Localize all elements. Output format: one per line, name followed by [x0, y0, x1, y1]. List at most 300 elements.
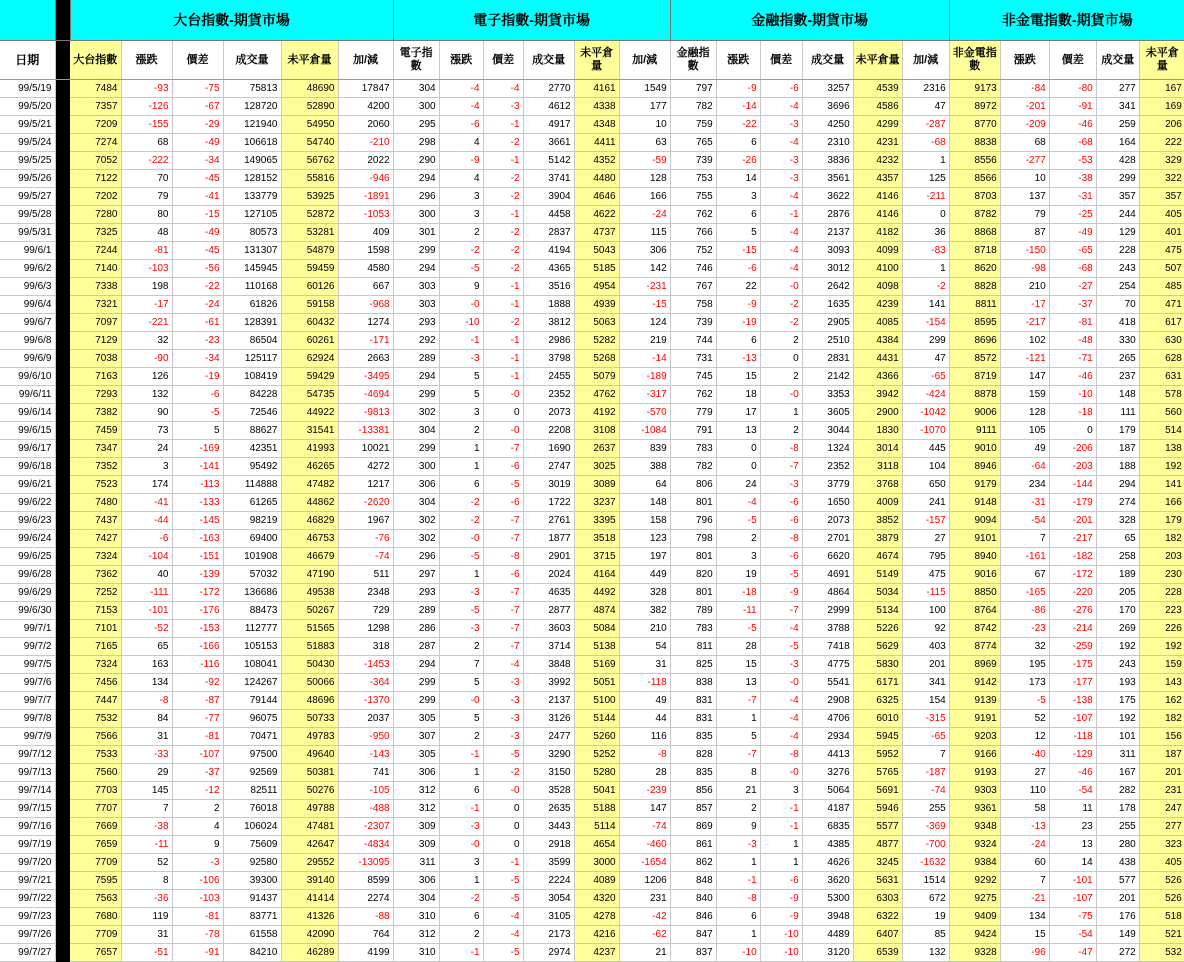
data-cell[interactable]: -1 [760, 818, 802, 836]
data-cell[interactable]: -157 [902, 512, 949, 530]
data-cell[interactable]: -2 [483, 314, 523, 332]
data-cell[interactable]: 132 [902, 944, 949, 962]
data-cell[interactable]: 299 [393, 386, 439, 404]
data-cell[interactable]: 4237 [574, 944, 619, 962]
column-header[interactable]: 價差 [760, 41, 802, 80]
data-cell[interactable]: 2352 [802, 458, 853, 476]
data-cell[interactable]: -22 [172, 278, 223, 296]
group-header-non-fin-elec[interactable]: 非金電指數-期貨市場 [949, 0, 1184, 41]
data-cell[interactable]: 8868 [949, 224, 1000, 242]
date-cell[interactable]: 99/6/10 [0, 368, 55, 386]
data-cell[interactable]: 4939 [574, 296, 619, 314]
data-cell[interactable]: -7 [760, 602, 802, 620]
data-cell[interactable]: -150 [1000, 242, 1049, 260]
data-cell[interactable]: 7321 [70, 296, 121, 314]
data-cell[interactable]: -1 [760, 206, 802, 224]
data-cell[interactable]: 24 [121, 440, 172, 458]
data-cell[interactable]: 7659 [70, 836, 121, 854]
data-cell[interactable]: 167 [1096, 764, 1139, 782]
data-cell[interactable]: -8 [716, 890, 760, 908]
data-cell[interactable]: -12 [172, 782, 223, 800]
data-cell[interactable]: 29 [121, 764, 172, 782]
data-cell[interactable]: -5 [483, 746, 523, 764]
data-cell[interactable]: 4 [439, 170, 483, 188]
data-cell[interactable]: 4192 [574, 404, 619, 422]
data-cell[interactable]: 23 [1049, 818, 1096, 836]
data-cell[interactable]: 9016 [949, 566, 1000, 584]
data-cell[interactable]: 5 [172, 422, 223, 440]
data-cell[interactable]: -2 [483, 188, 523, 206]
data-cell[interactable]: -29 [172, 116, 223, 134]
data-cell[interactable]: 289 [393, 350, 439, 368]
data-cell[interactable]: 577 [1096, 872, 1139, 890]
data-cell[interactable]: 4348 [574, 116, 619, 134]
column-header[interactable]: 未平倉量 [1139, 41, 1184, 80]
data-cell[interactable]: -46 [1049, 368, 1096, 386]
data-cell[interactable]: 4366 [853, 368, 902, 386]
data-cell[interactable]: -176 [172, 602, 223, 620]
data-cell[interactable]: 767 [670, 278, 716, 296]
data-cell[interactable]: 294 [393, 656, 439, 674]
data-cell[interactable]: -0 [439, 296, 483, 314]
data-cell[interactable]: -48 [1049, 332, 1096, 350]
data-cell[interactable]: 9203 [949, 728, 1000, 746]
data-cell[interactable]: 526 [1139, 890, 1184, 908]
data-cell[interactable]: 5149 [853, 566, 902, 584]
data-cell[interactable]: 7 [902, 746, 949, 764]
data-cell[interactable]: 69400 [223, 530, 281, 548]
data-cell[interactable]: 115 [619, 224, 670, 242]
data-cell[interactable]: -14 [619, 350, 670, 368]
data-cell[interactable]: -2 [483, 764, 523, 782]
data-cell[interactable]: -1 [483, 206, 523, 224]
data-cell[interactable]: 405 [1139, 854, 1184, 872]
data-cell[interactable]: -0 [483, 782, 523, 800]
data-cell[interactable]: 192 [1096, 638, 1139, 656]
data-cell[interactable]: 8 [121, 872, 172, 890]
data-cell[interactable]: -4 [716, 494, 760, 512]
data-cell[interactable]: 192 [1096, 710, 1139, 728]
data-cell[interactable]: 7 [1000, 530, 1049, 548]
data-cell[interactable]: 97500 [223, 746, 281, 764]
data-cell[interactable]: 206 [1139, 116, 1184, 134]
data-cell[interactable]: -1891 [338, 188, 393, 206]
data-cell[interactable]: 6407 [853, 926, 902, 944]
data-cell[interactable]: 7680 [70, 908, 121, 926]
data-cell[interactable]: 54 [619, 638, 670, 656]
data-cell[interactable]: 47190 [281, 566, 338, 584]
data-cell[interactable]: -166 [172, 638, 223, 656]
data-cell[interactable]: 3879 [853, 530, 902, 548]
data-cell[interactable]: 304 [393, 422, 439, 440]
data-cell[interactable]: 44922 [281, 404, 338, 422]
data-cell[interactable]: -182 [1049, 548, 1096, 566]
data-cell[interactable]: -369 [902, 818, 949, 836]
data-cell[interactable]: 307 [393, 728, 439, 746]
data-cell[interactable]: -111 [121, 584, 172, 602]
data-cell[interactable]: -36 [121, 890, 172, 908]
data-cell[interactable]: 59429 [281, 368, 338, 386]
data-cell[interactable]: 2142 [802, 368, 853, 386]
data-cell[interactable]: -1 [439, 944, 483, 962]
data-cell[interactable]: 51565 [281, 620, 338, 638]
data-cell[interactable]: -81 [172, 908, 223, 926]
data-cell[interactable]: 3779 [802, 476, 853, 494]
data-cell[interactable]: 55816 [281, 170, 338, 188]
data-cell[interactable]: -0 [760, 674, 802, 692]
data-cell[interactable]: -68 [1049, 260, 1096, 278]
data-cell[interactable]: -1 [483, 278, 523, 296]
data-cell[interactable]: 4200 [338, 98, 393, 116]
data-cell[interactable]: 4580 [338, 260, 393, 278]
data-cell[interactable]: 15 [716, 656, 760, 674]
data-cell[interactable]: -10 [1049, 386, 1096, 404]
data-cell[interactable]: 9139 [949, 692, 1000, 710]
data-cell[interactable]: -3 [439, 584, 483, 602]
data-cell[interactable]: 2316 [902, 80, 949, 98]
data-cell[interactable]: 2901 [523, 548, 574, 566]
data-cell[interactable]: 296 [393, 548, 439, 566]
data-cell[interactable]: -239 [619, 782, 670, 800]
data-cell[interactable]: 2876 [802, 206, 853, 224]
data-cell[interactable]: 3014 [853, 440, 902, 458]
data-cell[interactable]: 58 [1000, 800, 1049, 818]
data-cell[interactable]: 388 [619, 458, 670, 476]
data-cell[interactable]: -64 [1000, 458, 1049, 476]
group-header-electronics[interactable]: 電子指數-期貨市場 [393, 0, 670, 41]
data-cell[interactable]: 2701 [802, 530, 853, 548]
data-cell[interactable]: -87 [172, 692, 223, 710]
data-cell[interactable]: 31541 [281, 422, 338, 440]
data-cell[interactable]: 46265 [281, 458, 338, 476]
data-cell[interactable]: 210 [619, 620, 670, 638]
data-cell[interactable]: 3257 [802, 80, 853, 98]
data-cell[interactable]: -6 [483, 566, 523, 584]
data-cell[interactable]: 2 [760, 368, 802, 386]
data-cell[interactable]: 9148 [949, 494, 1000, 512]
data-cell[interactable]: -946 [338, 170, 393, 188]
data-cell[interactable]: 310 [393, 944, 439, 962]
data-cell[interactable]: -47 [1049, 944, 1096, 962]
data-cell[interactable]: 147 [619, 800, 670, 818]
data-cell[interactable]: 8620 [949, 260, 1000, 278]
data-cell[interactable]: 2642 [802, 278, 853, 296]
column-header[interactable]: 價差 [483, 41, 523, 80]
data-cell[interactable]: 7484 [70, 80, 121, 98]
data-cell[interactable]: -4 [439, 80, 483, 98]
data-cell[interactable]: 231 [619, 890, 670, 908]
data-cell[interactable]: 210 [1000, 278, 1049, 296]
data-cell[interactable]: 3696 [802, 98, 853, 116]
date-cell[interactable]: 99/6/15 [0, 422, 55, 440]
column-header[interactable]: 未平倉量 [853, 41, 902, 80]
data-cell[interactable]: 15 [1000, 926, 1049, 944]
data-cell[interactable]: 5631 [853, 872, 902, 890]
data-cell[interactable]: 42090 [281, 926, 338, 944]
data-cell[interactable]: -3 [760, 152, 802, 170]
column-header[interactable]: 未平倉量 [281, 41, 338, 80]
data-cell[interactable]: 48690 [281, 80, 338, 98]
data-cell[interactable]: 811 [670, 638, 716, 656]
data-cell[interactable]: 1298 [338, 620, 393, 638]
data-cell[interactable]: -1 [483, 854, 523, 872]
data-cell[interactable]: 163 [121, 656, 172, 674]
data-cell[interactable]: -0 [483, 422, 523, 440]
data-cell[interactable]: 149065 [223, 152, 281, 170]
data-cell[interactable]: 3798 [523, 350, 574, 368]
data-cell[interactable]: -41 [121, 494, 172, 512]
data-cell[interactable]: -107 [1049, 710, 1096, 728]
data-cell[interactable]: 485 [1139, 278, 1184, 296]
data-cell[interactable]: 46829 [281, 512, 338, 530]
data-cell[interactable]: 2918 [523, 836, 574, 854]
data-cell[interactable]: 745 [670, 368, 716, 386]
data-cell[interactable]: -74 [619, 818, 670, 836]
data-cell[interactable]: 173 [1000, 674, 1049, 692]
data-cell[interactable]: 9101 [949, 530, 1000, 548]
data-cell[interactable]: 4622 [574, 206, 619, 224]
data-cell[interactable]: -113 [172, 476, 223, 494]
data-cell[interactable]: 10 [1000, 170, 1049, 188]
data-cell[interactable]: -315 [902, 710, 949, 728]
data-cell[interactable]: -4 [439, 98, 483, 116]
data-cell[interactable]: 3245 [853, 854, 902, 872]
data-cell[interactable]: -10 [716, 944, 760, 962]
data-cell[interactable]: 783 [670, 620, 716, 638]
data-cell[interactable]: 149 [1096, 926, 1139, 944]
data-cell[interactable]: 1 [716, 854, 760, 872]
data-cell[interactable]: 1514 [902, 872, 949, 890]
data-cell[interactable]: 85 [902, 926, 949, 944]
data-cell[interactable]: -8 [760, 530, 802, 548]
data-cell[interactable]: 179 [1139, 512, 1184, 530]
data-cell[interactable]: 3848 [523, 656, 574, 674]
data-cell[interactable]: 766 [670, 224, 716, 242]
data-cell[interactable]: 5 [439, 368, 483, 386]
data-cell[interactable]: 158 [619, 512, 670, 530]
data-cell[interactable]: 280 [1096, 836, 1139, 854]
data-cell[interactable]: 42351 [223, 440, 281, 458]
data-cell[interactable]: 1967 [338, 512, 393, 530]
data-cell[interactable]: 409 [338, 224, 393, 242]
date-cell[interactable]: 99/5/27 [0, 188, 55, 206]
data-cell[interactable]: -34 [172, 152, 223, 170]
data-cell[interactable]: -15 [619, 296, 670, 314]
data-cell[interactable]: -424 [902, 386, 949, 404]
data-cell[interactable]: 3108 [574, 422, 619, 440]
data-cell[interactable]: 2274 [338, 890, 393, 908]
group-header-taiex[interactable]: 大台指數-期貨市場 [70, 0, 393, 41]
data-cell[interactable]: -4 [760, 620, 802, 638]
data-cell[interactable]: -4834 [338, 836, 393, 854]
data-cell[interactable]: 4654 [574, 836, 619, 854]
data-cell[interactable]: 838 [670, 674, 716, 692]
data-cell[interactable]: 48 [121, 224, 172, 242]
data-cell[interactable]: 4338 [574, 98, 619, 116]
data-cell[interactable]: 825 [670, 656, 716, 674]
data-cell[interactable]: 1549 [619, 80, 670, 98]
data-cell[interactable]: 203 [1139, 548, 1184, 566]
data-cell[interactable]: 1888 [523, 296, 574, 314]
date-cell[interactable]: 99/6/23 [0, 512, 55, 530]
data-cell[interactable]: 862 [670, 854, 716, 872]
data-cell[interactable]: -4 [760, 710, 802, 728]
data-cell[interactable]: 617 [1139, 314, 1184, 332]
data-cell[interactable]: 6171 [853, 674, 902, 692]
data-cell[interactable]: 7566 [70, 728, 121, 746]
data-cell[interactable]: 3948 [802, 908, 853, 926]
data-cell[interactable]: 50430 [281, 656, 338, 674]
data-cell[interactable]: 11 [1049, 800, 1096, 818]
data-cell[interactable]: 4586 [853, 98, 902, 116]
data-cell[interactable]: 840 [670, 890, 716, 908]
data-cell[interactable]: 0 [483, 836, 523, 854]
date-cell[interactable]: 99/5/19 [0, 80, 55, 98]
data-cell[interactable]: -4694 [338, 386, 393, 404]
data-cell[interactable]: 292 [393, 332, 439, 350]
column-header[interactable]: 成交量 [802, 41, 853, 80]
data-cell[interactable]: 174 [121, 476, 172, 494]
data-cell[interactable]: 53925 [281, 188, 338, 206]
data-cell[interactable]: -2 [483, 134, 523, 152]
data-cell[interactable]: 759 [670, 116, 716, 134]
data-cell[interactable]: -210 [338, 134, 393, 152]
data-cell[interactable]: 31 [619, 656, 670, 674]
data-cell[interactable]: 127105 [223, 206, 281, 224]
data-cell[interactable]: 50733 [281, 710, 338, 728]
data-cell[interactable]: 382 [619, 602, 670, 620]
data-cell[interactable]: 4874 [574, 602, 619, 620]
data-cell[interactable]: 70471 [223, 728, 281, 746]
data-cell[interactable]: 50267 [281, 602, 338, 620]
data-cell[interactable]: 7293 [70, 386, 121, 404]
data-cell[interactable]: -17 [1000, 296, 1049, 314]
data-cell[interactable]: 831 [670, 692, 716, 710]
data-cell[interactable]: -1 [483, 116, 523, 134]
data-cell[interactable]: 5034 [853, 584, 902, 602]
data-cell[interactable]: 1 [902, 260, 949, 278]
data-cell[interactable]: 744 [670, 332, 716, 350]
data-cell[interactable]: -209 [1000, 116, 1049, 134]
data-cell[interactable]: -4 [760, 224, 802, 242]
data-cell[interactable]: 133779 [223, 188, 281, 206]
data-cell[interactable]: -88 [338, 908, 393, 926]
data-cell[interactable]: -163 [172, 530, 223, 548]
data-cell[interactable]: 4864 [802, 584, 853, 602]
data-cell[interactable]: 112777 [223, 620, 281, 638]
data-cell[interactable]: -203 [1049, 458, 1096, 476]
data-cell[interactable]: -17 [121, 296, 172, 314]
data-cell[interactable]: -3 [716, 836, 760, 854]
data-cell[interactable]: 445 [902, 440, 949, 458]
data-cell[interactable]: 3518 [574, 530, 619, 548]
data-cell[interactable]: -6 [121, 530, 172, 548]
data-cell[interactable]: 92580 [223, 854, 281, 872]
data-cell[interactable]: 1877 [523, 530, 574, 548]
data-cell[interactable]: 6620 [802, 548, 853, 566]
data-cell[interactable]: 129 [1096, 224, 1139, 242]
data-cell[interactable]: -15 [172, 206, 223, 224]
data-cell[interactable]: 49788 [281, 800, 338, 818]
data-cell[interactable]: -1632 [902, 854, 949, 872]
data-cell[interactable]: 475 [902, 566, 949, 584]
data-cell[interactable]: 300 [393, 458, 439, 476]
data-cell[interactable]: 98219 [223, 512, 281, 530]
data-cell[interactable]: 4239 [853, 296, 902, 314]
data-cell[interactable]: 8811 [949, 296, 1000, 314]
data-cell[interactable]: 201 [902, 656, 949, 674]
date-cell[interactable]: 99/7/8 [0, 710, 55, 728]
data-cell[interactable]: 92569 [223, 764, 281, 782]
data-cell[interactable]: 188 [1096, 458, 1139, 476]
data-cell[interactable]: 4458 [523, 206, 574, 224]
data-cell[interactable]: 80 [121, 206, 172, 224]
data-cell[interactable]: 7202 [70, 188, 121, 206]
data-cell[interactable]: 3276 [802, 764, 853, 782]
date-cell[interactable]: 99/7/22 [0, 890, 55, 908]
data-cell[interactable]: -3 [439, 350, 483, 368]
data-cell[interactable]: 49538 [281, 584, 338, 602]
data-cell[interactable]: 6303 [853, 890, 902, 908]
data-cell[interactable]: 60432 [281, 314, 338, 332]
data-cell[interactable]: 7382 [70, 404, 121, 422]
data-cell[interactable]: 5 [716, 224, 760, 242]
data-cell[interactable]: -1 [760, 800, 802, 818]
data-cell[interactable]: 3 [439, 404, 483, 422]
data-cell[interactable]: -201 [1000, 98, 1049, 116]
date-cell[interactable]: 99/5/21 [0, 116, 55, 134]
data-cell[interactable]: 5142 [523, 152, 574, 170]
data-cell[interactable]: 255 [1096, 818, 1139, 836]
data-cell[interactable]: 7324 [70, 656, 121, 674]
data-cell[interactable]: -118 [1049, 728, 1096, 746]
data-cell[interactable]: 2037 [338, 710, 393, 728]
data-cell[interactable]: 6 [439, 782, 483, 800]
data-cell[interactable]: 8940 [949, 548, 1000, 566]
data-cell[interactable]: 869 [670, 818, 716, 836]
data-cell[interactable]: -172 [172, 584, 223, 602]
data-cell[interactable]: -10 [439, 314, 483, 332]
data-cell[interactable]: -33 [121, 746, 172, 764]
data-cell[interactable]: 3852 [853, 512, 902, 530]
data-cell[interactable]: 8718 [949, 242, 1000, 260]
data-cell[interactable]: 848 [670, 872, 716, 890]
data-cell[interactable]: -10 [760, 926, 802, 944]
data-cell[interactable]: -3 [439, 818, 483, 836]
data-cell[interactable]: 3118 [853, 458, 902, 476]
data-cell[interactable]: 2 [760, 332, 802, 350]
data-cell[interactable]: 328 [1096, 512, 1139, 530]
data-cell[interactable]: 0 [716, 440, 760, 458]
data-cell[interactable]: 3992 [523, 674, 574, 692]
data-cell[interactable]: 729 [338, 602, 393, 620]
data-cell[interactable]: 187 [1139, 746, 1184, 764]
data-cell[interactable]: 303 [393, 278, 439, 296]
data-cell[interactable]: 2 [172, 800, 223, 818]
data-cell[interactable]: 4231 [853, 134, 902, 152]
data-cell[interactable]: -9 [760, 584, 802, 602]
data-cell[interactable]: 3788 [802, 620, 853, 638]
data-cell[interactable]: -1 [439, 746, 483, 764]
data-cell[interactable]: -6 [439, 116, 483, 134]
data-cell[interactable]: 428 [1096, 152, 1139, 170]
data-cell[interactable]: 116 [619, 728, 670, 746]
data-cell[interactable]: 21 [716, 782, 760, 800]
data-cell[interactable]: 17 [716, 404, 760, 422]
data-cell[interactable]: -206 [1049, 440, 1096, 458]
data-cell[interactable]: 782 [670, 98, 716, 116]
date-cell[interactable]: 99/7/26 [0, 926, 55, 944]
